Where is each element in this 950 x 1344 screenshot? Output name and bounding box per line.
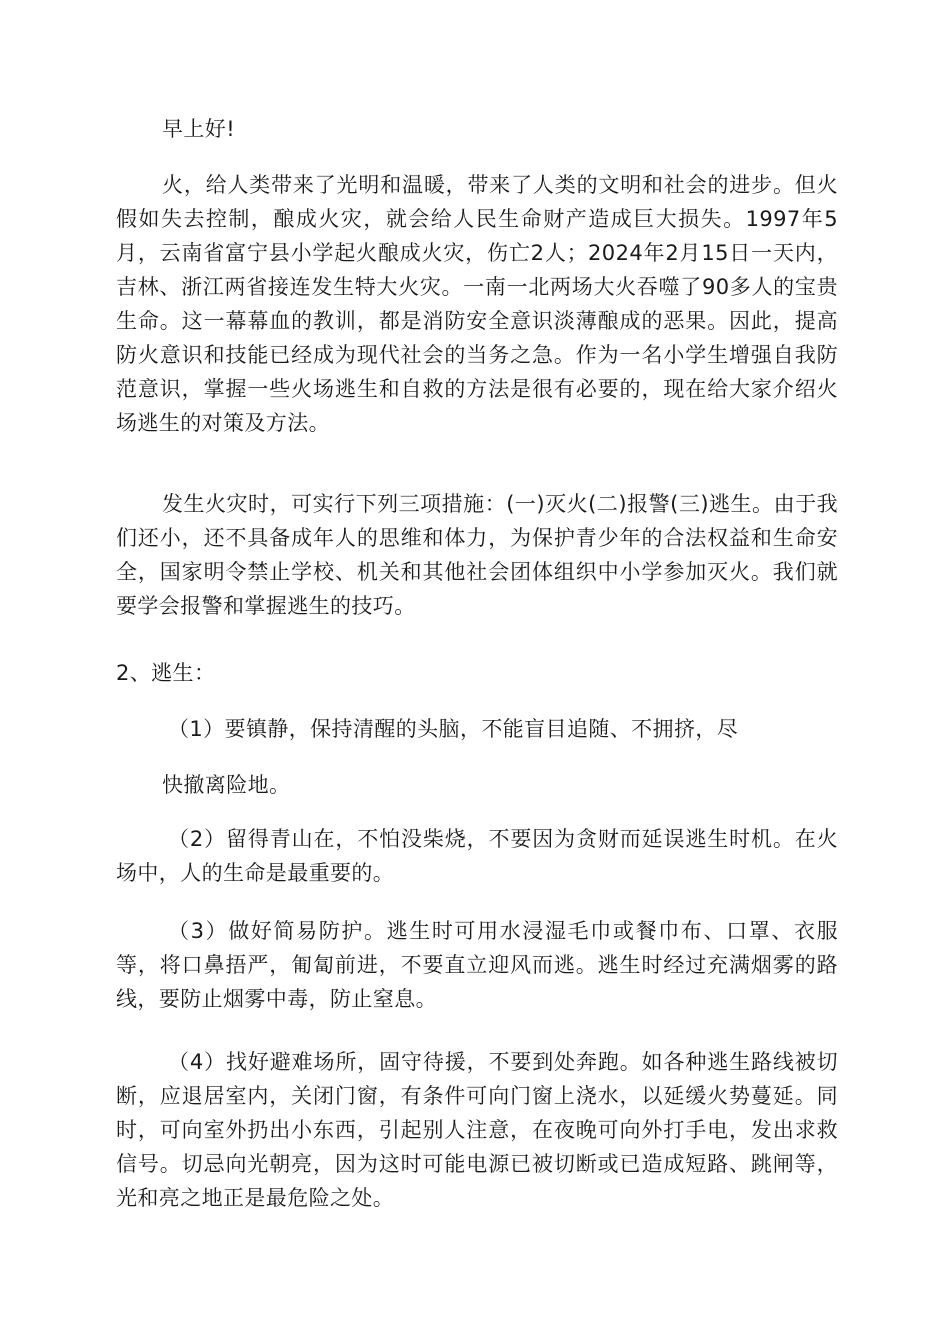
section-heading: 2、逃生： [116, 661, 216, 685]
list-item-4: （4）找好避难场所，固守待援，不要到处奔跑。如各种逃生路线被切断，应退居室内，关闭门窗，有条件可向门窗上浇水，以延缓火势蔓延。同时，可向室外扔出小东西，引起别人注意，在夜晚可向外打手电，发出求救信号。切忌向光朝亮，因为这时可能电源已被切断或已造成短路、跳闸等，光和亮之地正是最危险之处。 [116, 1050, 838, 1210]
intro-paragraph: 火，给人类带来了光明和温暖，带来了人类的文明和社会的进步。但火假如失去控制，酿成火灾，就会给人民生命财产造成巨大损失。1997年5月，云南省富宁县小学起火酿成火灾，伤亡2人；2024年2月15日一天内，吉林、浙江两省接连发生特大火灾。一南一北两场大火吞噬了90多人的宝贵生命。这一幕幕血的教训，都是消防安全意识淡薄酿成的恶果。因此，提高防火意识和技能已经成为现代社会的当务之急。作为一名小学生增强自我防范意识，掌握一些火场逃生和自救的方法是很有必要的，现在给大家介绍火场逃生的对策及方法。 [116, 173, 838, 435]
list-item-2: （2）留得青山在，不怕没柴烧，不要因为贪财而延误逃生时机。在火场中，人的生命是最重要的。 [116, 827, 838, 885]
list-item-1-continuation: 快撤离险地。 [162, 773, 291, 797]
list-item-3: （3）做好简易防护。逃生时可用水浸湿毛巾或餐巾布、口罩、衣服等，将口鼻捂严，匍匐前进，不要直立迎风而逃。逃生时经过充满烟雾的路线，要防止烟雾中毒，防止窒息。 [116, 919, 838, 1011]
list-item-1: （1）要镇静，保持清醒的头脑，不能盲目追随、不拥挤，尽 [168, 717, 739, 741]
greeting-paragraph: 早上好! [162, 117, 236, 141]
measures-paragraph: 发生火灾时，可实行下列三项措施：(一)灭火(二)报警(三)逃生。由于我们还小，还不具备成年人的思维和体力，为保护青少年的合法权益和生命安全，国家明令禁止学校、机关和其他社会团体组织中小学参加灭火。我们就要学会报警和掌握逃生的技巧。 [116, 492, 838, 618]
